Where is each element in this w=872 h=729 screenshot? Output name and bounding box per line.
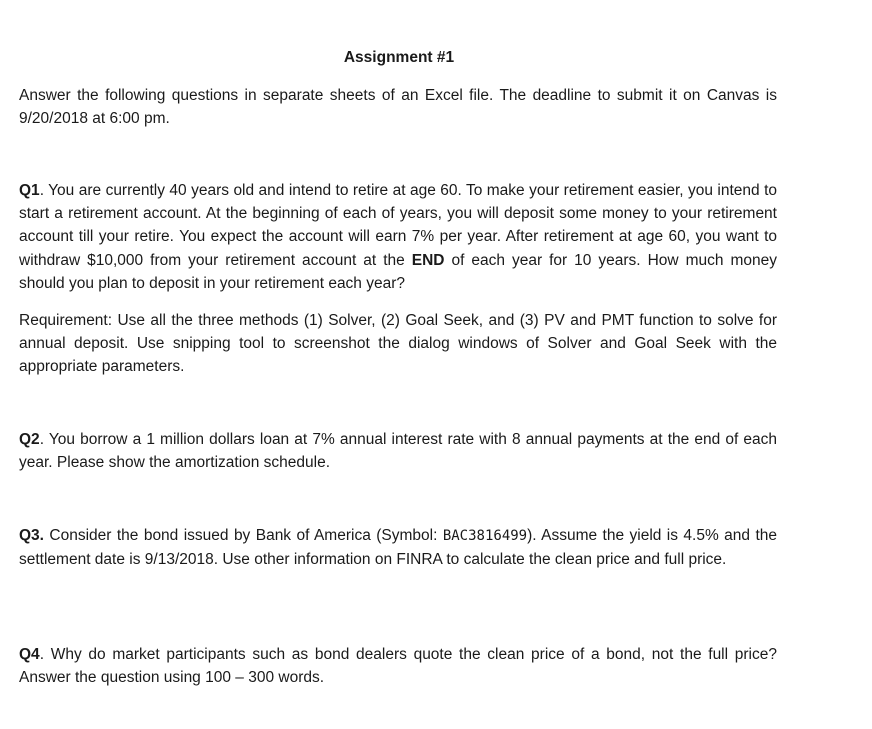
question-2-paragraph: [19, 428, 777, 474]
question-2-text: . You borrow a 1 million dollars loan at 7% annual interest rate with 8 annual payments at the end of each year. Please show the amortization schedule.: [19, 431, 777, 472]
question-3-text-part1: Consider the bond issued by Bank of America (Symbol:: [43, 527, 443, 544]
question-1-text-part1: . You are currently 40 years old and intend to retire at age 60. To make your retirement easier, you intend to start a retirement account. At the beginning of each of years, you will deposit some money to your retirement account till your retire. You expect the account will earn 7% per year. After retirement at age 60, you want to withdraw $10,000 from your retirement account at the: [19, 182, 777, 269]
question-4-text: . Why do market participants such as bond dealers quote the clean price of a bond, not the full price? Answer the question using 100 – 300 words.: [19, 646, 777, 687]
question-4-paragraph: [19, 643, 777, 689]
question-1-label: Q1: [19, 182, 40, 199]
question-4-label: Q4: [19, 646, 40, 663]
question-1-paragraph: [19, 179, 777, 295]
question-1-bold-word: END: [411, 251, 445, 269]
question-2-label: Q2: [19, 431, 40, 448]
question-1-requirement: Requirement: Use all the three methods (1) Solver, (2) Goal Seek, and (3) PV and PMT function to solve for annual deposit. Use snipping tool to screenshot the dialog windows of Solver and Goal Seek with the appropriate parameters.: [19, 312, 777, 376]
question-3-text-part2: ). Assume the yield is 4.5% and the settlement date is 9/13/2018. Use other information on FINRA to calculate the clean price and full price.: [19, 527, 777, 569]
question-3-label: Q3.: [19, 527, 44, 544]
document-title: Assignment #1: [343, 49, 455, 66]
question-1-text-part2: of each year for 10 years. How much money should you plan to deposit in your retirement each year?: [19, 251, 777, 292]
intro-paragraph: Answer the following questions in separate sheets of an Excel file. The deadline to submit it on Canvas is 9/20/2018 at 6:00 pm.: [19, 87, 777, 128]
question-3-bond-symbol: BAC3816499: [442, 528, 528, 544]
question-3-paragraph: [19, 524, 777, 571]
